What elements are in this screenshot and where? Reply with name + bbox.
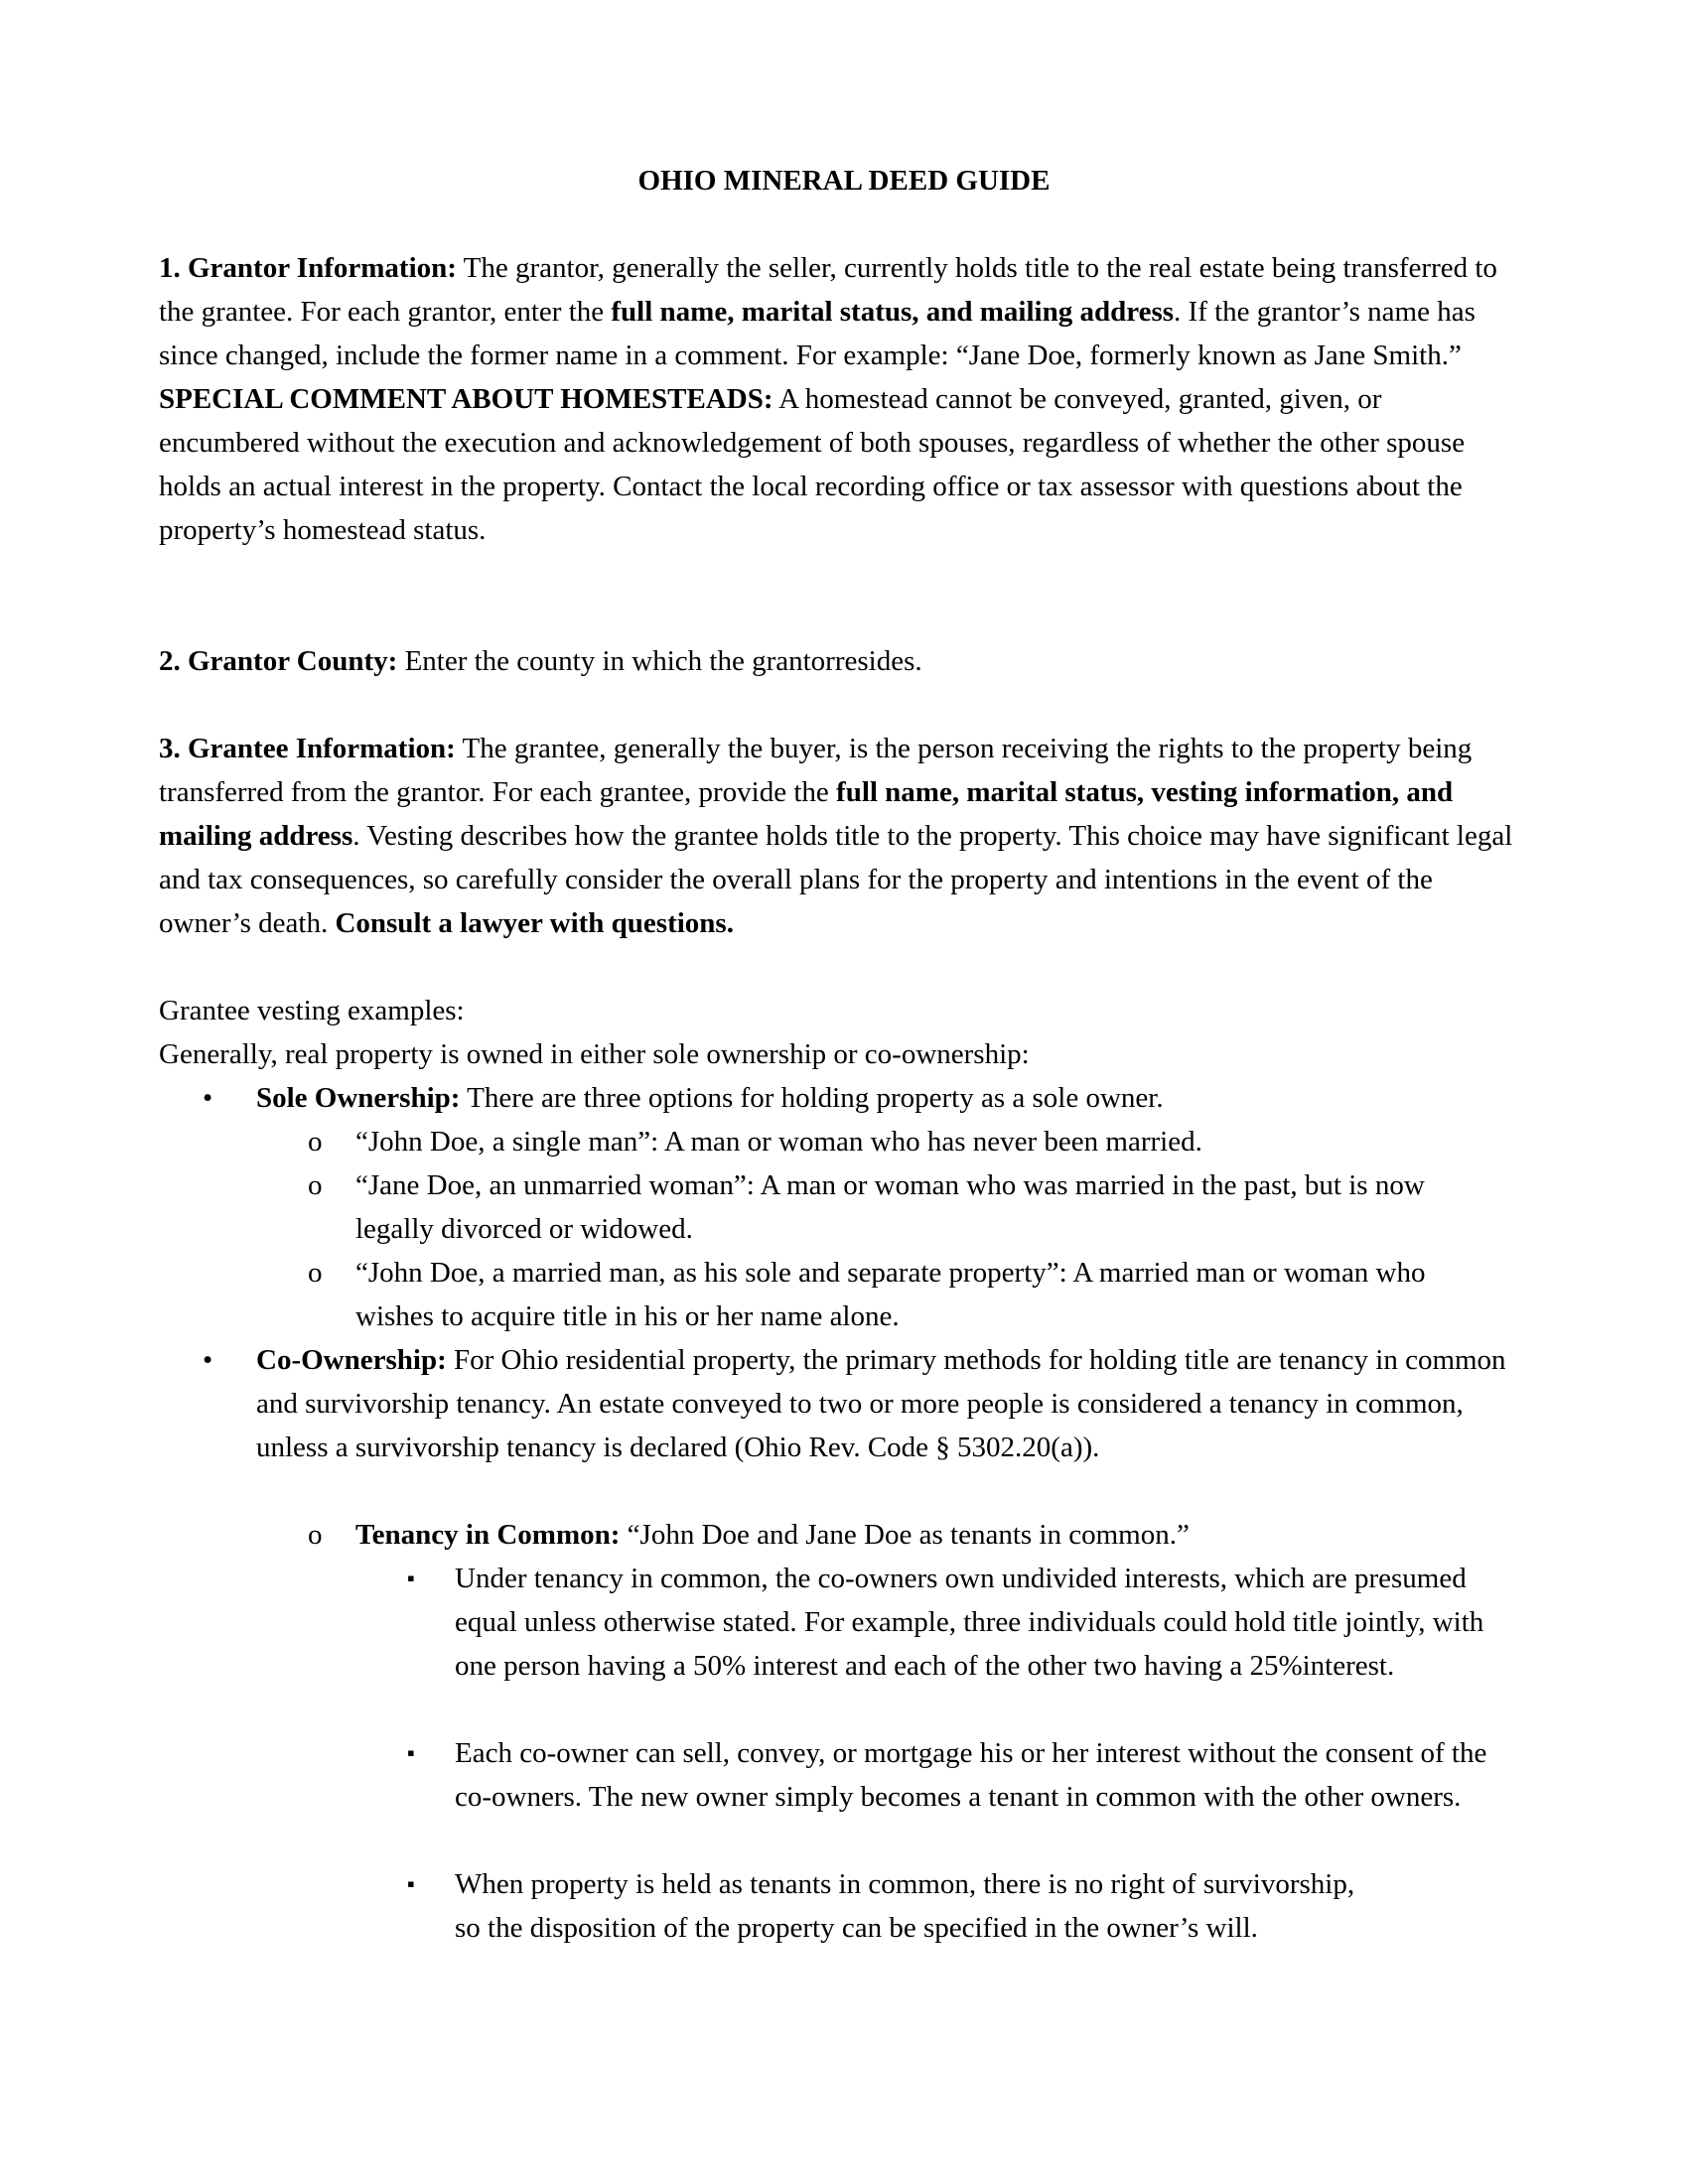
square-marker: ▪ [407,1740,415,1765]
section-grantor-information: 1. Grantor Information: The grantor, generally the seller, currently holds title to the real estate being transferred to the grantee. For each grantor, enter the full name, marital status, and mailing address. If the grantor’s name has since changed, include the former name in a comment. For example: “Jane Doe, formerly known as Jane Smith.” SPECIAL COMMENT ABOUT HOMESTEADS: A homestead cannot be conveyed, granted, given, or encumbered without the execution and acknowledgement of both spouses, regardless of whether the other spouse holds an actual interest in the property. Contact the local recording office or tax assessor with questions about the property’s homestead status. [159,252,1497,546]
section-heading: 1. Grantor Information: [159,252,457,284]
sole-option-married: “John Doe, a married man, as his sole and separate property”: A married man or woman who wishes to acquire title in his or her name alone. [355,1257,1426,1332]
circle-marker: o [308,1126,323,1158]
sole-option-single: “John Doe, a single man”: A man or woman who has never been married. [355,1126,1202,1158]
bullet-marker: • [203,1082,213,1114]
tenancy-in-common-item: Tenancy in Common: “John Doe and Jane Doe as tenants in common.” [355,1519,1190,1551]
sole-option-unmarried: “Jane Doe, an unmarried woman”: A man or woman who was married in the past, but is now legally divorced or widowed. [355,1169,1425,1245]
tic-point-no-survivorship: When property is held as tenants in common, there is no right of survivorship, so the disposition of the property can be specified in the owner’s will. [455,1868,1355,1944]
section-grantor-county: 2. Grantor County: Enter the county in which the grantorresides. [159,645,922,677]
section-grantee-information: 3. Grantee Information: The grantee, generally the buyer, is the person receiving the rights to the property being transferred from the grantor. For each grantee, provide the full name, marital status, vesting information, and mailing address. Vesting describes how the grantee holds title to the property. This choice may have significant legal and tax consequences, so carefully consider the overall plans for the property and intentions in the event of the owner’s death. Consult a lawyer with questions. [159,733,1513,939]
vesting-examples-line: Grantee vesting examples: [159,995,465,1026]
circle-marker: o [308,1519,323,1551]
co-ownership-item: Co-Ownership: For Ohio residential property, the primary methods for holding title are tenancy in common and survivorship tenancy. An estate conveyed to two or more people is considered a tenancy in common, unless a survivorship tenancy is declared (Ohio Rev. Code § 5302.20(a)). [256,1344,1506,1463]
square-marker: ▪ [407,1871,415,1896]
square-marker: ▪ [407,1566,415,1590]
document-title: OHIO MINERAL DEED GUIDE [637,165,1051,197]
section-heading: 2. Grantor County: [159,645,398,677]
sole-ownership-item: Sole Ownership: There are three options for holding property as a sole owner. [256,1082,1164,1114]
circle-marker: o [308,1169,323,1201]
section-heading: 3. Grantee Information: [159,733,456,764]
bullet-marker: • [203,1344,213,1376]
ownership-intro-line: Generally, real property is owned in either sole ownership or co-ownership: [159,1038,1030,1070]
tic-point-undivided-interests: Under tenancy in common, the co-owners own undivided interests, which are presumed equal unless otherwise stated. For example, three individuals could hold title jointly, with one person having a 50% interest and each of the other two having a 25%interest. [455,1563,1484,1682]
circle-marker: o [308,1257,323,1289]
tic-point-sell-convey: Each co-owner can sell, convey, or mortgage his or her interest without the consent of the co-owners. The new owner simply becomes a tenant in common with the other owners. [455,1737,1487,1813]
